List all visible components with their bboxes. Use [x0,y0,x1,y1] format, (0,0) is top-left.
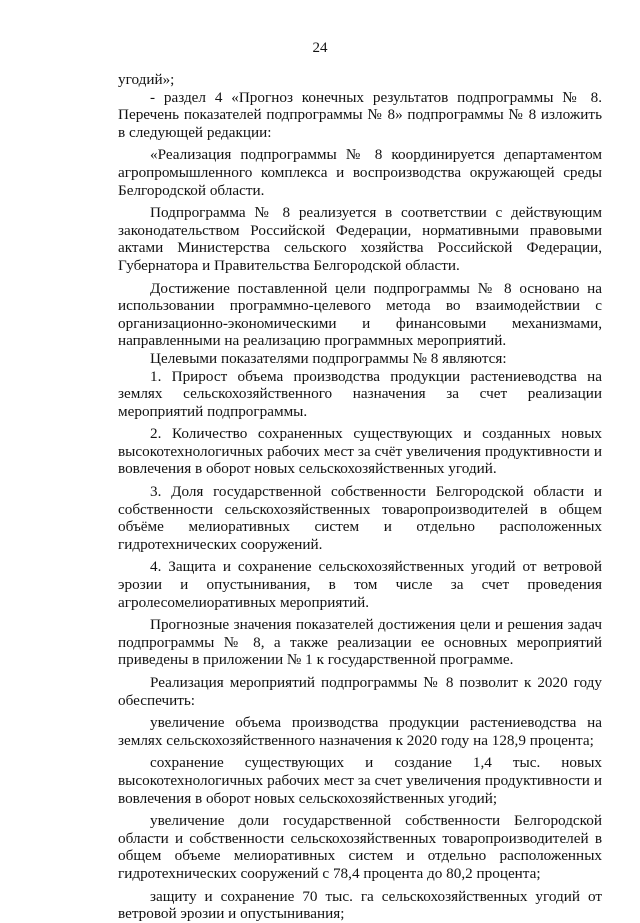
list-item: увеличение объема производства продукции растениеводства на землях сельскохозяйственного назначения к 2020 году на 128,9 процента; [118,714,602,749]
list-item: увеличение доли государственной собственности Белгородской области и собственности сельскохозяйственных товаропроизводителей в общем объеме мелиоративных систем и отдельно расположенных гидротехнических сооружений с 78,4 процента до 80,2 процента; [118,812,602,882]
list-item: сохранение существующих и создание 1,4 тыс. новых высокотехнологичных рабочих мест за счет увеличения продуктивности и вовлечения в оборот новых сельскохозяйственных угодий; [118,754,602,807]
paragraph: угодий»; [118,71,175,88]
paragraph: Достижение поставленной цели подпрограммы № 8 основано на использовании программно-целевого метода во взаимодействии с организационно-экономическими и финансовыми механизмами, направленными на реализацию программных мероприятий. [118,279,602,350]
document-body [118,71,602,923]
list-item: 4. Защита и сохранение сельскохозяйственных угодий от ветровой эрозии и опустынивания, в том числе за счет проведения агролесомелиоративных мероприятий. [118,558,602,611]
paragraph: «Реализация подпрограммы № 8 координируется департаментом агропромышленного комплекса и воспроизводства окружающей среды Белгородской области. [118,146,602,199]
list-item: 3. Доля государственной собственности Белгородской области и собственности сельскохозяйственных товаропроизводителей в общем объёме мелиоративных систем и отдельно расположенных гидротехнических сооружений. [118,483,602,553]
list-item: защиту и сохранение 70 тыс. га сельскохозяйственных угодий от ветровой эрозии и опустынивания; [118,887,602,923]
page-number: 24 [312,40,328,56]
paragraph: Целевыми показателями подпрограммы № 8 являются: [150,349,507,367]
paragraph: Прогнозные значения показателей достижения цели и решения задач подпрограммы № 8, а также реализации ее основных мероприятий приведены в приложении № 1 к государственной программе. [118,616,602,669]
paragraph: Подпрограмма № 8 реализуется в соответствии с действующим законодательством Российской Федерации, нормативными правовыми актами Министерства сельского хозяйства Российской Федерации, Губернатора и Правительства Белгородской области. [118,204,602,274]
paragraph: - раздел 4 «Прогноз конечных результатов подпрограммы № 8. Перечень показателей подпрограммы № 8» подпрограммы № 8 изложить в следующей редакции: [118,88,602,141]
paragraph: Реализация мероприятий подпрограммы № 8 позволит к 2020 году обеспечить: [118,674,602,709]
list-item: 2. Количество сохраненных существующих и созданных новых высокотехнологичных рабочих мест за счёт увеличения продуктивности и вовлечения в оборот новых сельскохозяйственных угодий. [118,425,602,478]
list-item: 1. Прирост объема производства продукции растениеводства на землях сельскохозяйственного назначения за счет реализации мероприятий подпрограммы. [118,367,602,420]
